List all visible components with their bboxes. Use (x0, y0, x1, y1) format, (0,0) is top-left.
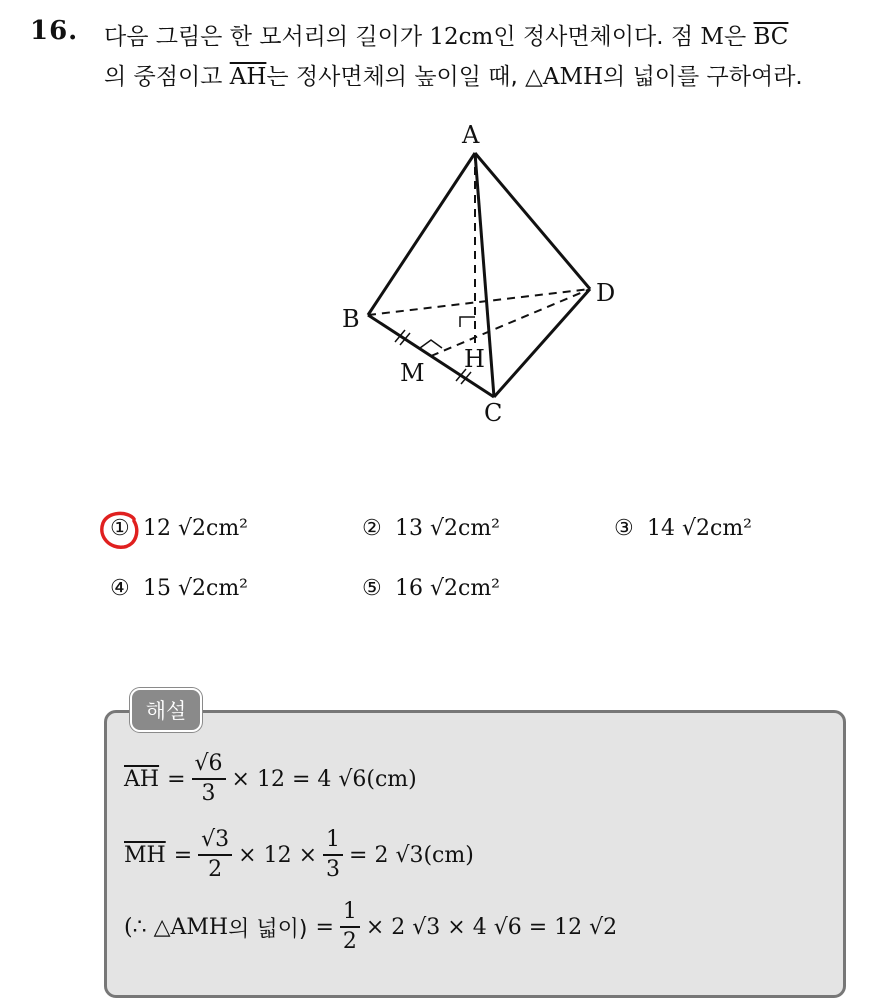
eq3-equals: = (315, 914, 334, 940)
choice-3-text: 14 √2cm² (647, 516, 753, 541)
choice-5-text: 16 √2cm² (395, 576, 501, 601)
q-text: 은 (723, 24, 747, 50)
label-d: D (596, 279, 616, 307)
eq2-lhs: $\overline{MH}$ (124, 842, 166, 868)
choice-1-number: ① (110, 516, 130, 541)
q-point: M (700, 24, 724, 50)
eq3-numerator: 1 (340, 900, 360, 928)
choice-4[interactable] (110, 576, 248, 601)
choice-4-text: 15 √2cm² (143, 576, 249, 601)
eq3-fraction (340, 900, 360, 954)
choice-3[interactable] (614, 516, 752, 541)
label-c: C (484, 399, 503, 427)
eq2-denominator-2: 3 (326, 857, 341, 883)
eq2-mid: × 12 × (238, 842, 318, 868)
q-text: 의 넓이를 구하여라. (603, 64, 803, 90)
question-text-line-1 (104, 18, 788, 51)
eq1-numerator: √6 (192, 752, 226, 780)
label-m: M (400, 359, 425, 387)
solution-equation-1 (124, 752, 417, 806)
eq2-denominator-1: 2 (208, 857, 223, 883)
q-text: 는 정사면체의 높이일 때, (266, 64, 518, 90)
solution-equation-3 (124, 900, 617, 954)
choice-2[interactable] (362, 516, 500, 541)
right-angle-mark-h (460, 317, 475, 327)
eq1-lhs: $\overline{AH}$ (124, 766, 160, 792)
choice-3-number: ③ (614, 516, 634, 541)
eq2-fraction-2 (323, 828, 343, 882)
edge-ad (475, 153, 590, 289)
choice-4-number: ④ (110, 576, 130, 601)
eq3-rest: × 2 √3 × 4 √6 = 12 √2 (365, 914, 618, 940)
eq1-rest: × 12 = 4 √6(cm) (231, 766, 417, 792)
choice-2-text: 13 √2cm² (395, 516, 501, 541)
q-text: 인 정사면체이다. 점 (493, 24, 694, 50)
label-h: H (464, 345, 485, 373)
eq2-numerator-2: 1 (323, 828, 343, 856)
edge-bd-hidden (368, 289, 590, 315)
q-length: 12cm (429, 24, 494, 50)
q-text: 의 중점이고 (104, 64, 223, 90)
choice-5-number: ⑤ (362, 576, 382, 601)
choice-5[interactable] (362, 576, 500, 601)
eq3-denominator: 2 (342, 929, 357, 955)
eq1-denominator: 3 (201, 781, 216, 807)
eq1-fraction (192, 752, 226, 806)
tetrahedron-figure (320, 115, 640, 435)
eq2-fraction-1 (198, 828, 232, 882)
eq3-lhs-a: (∴ △AMH (124, 914, 229, 940)
eq1-equals: = (167, 766, 186, 792)
choice-1-text: 12 √2cm² (143, 516, 249, 541)
edge-cd (494, 289, 590, 397)
q-segment-ah: $\overline{AH}$ (229, 64, 267, 90)
question-text-line-2 (104, 58, 803, 91)
choice-1[interactable] (110, 516, 248, 541)
eq2-numerator-1: √3 (198, 828, 232, 856)
eq3-lhs-b: 의 넓이) (228, 916, 308, 942)
q-text: 다음 그림은 한 모서리의 길이가 (104, 24, 423, 50)
solution-tab: 해설 (130, 688, 202, 732)
q-segment-bc: $\overline{BC}$ (753, 24, 789, 50)
right-angle-mark-m (420, 340, 442, 348)
question-number: 16. (30, 16, 79, 46)
choice-2-number: ② (362, 516, 382, 541)
edge-ab (368, 153, 475, 315)
label-a: A (462, 121, 480, 149)
eq2-equals: = (173, 842, 193, 868)
q-triangle: △AMH (525, 64, 604, 90)
label-b: B (342, 305, 360, 333)
solution-equation-2 (124, 828, 474, 882)
eq2-rest: = 2 √3(cm) (349, 842, 474, 868)
